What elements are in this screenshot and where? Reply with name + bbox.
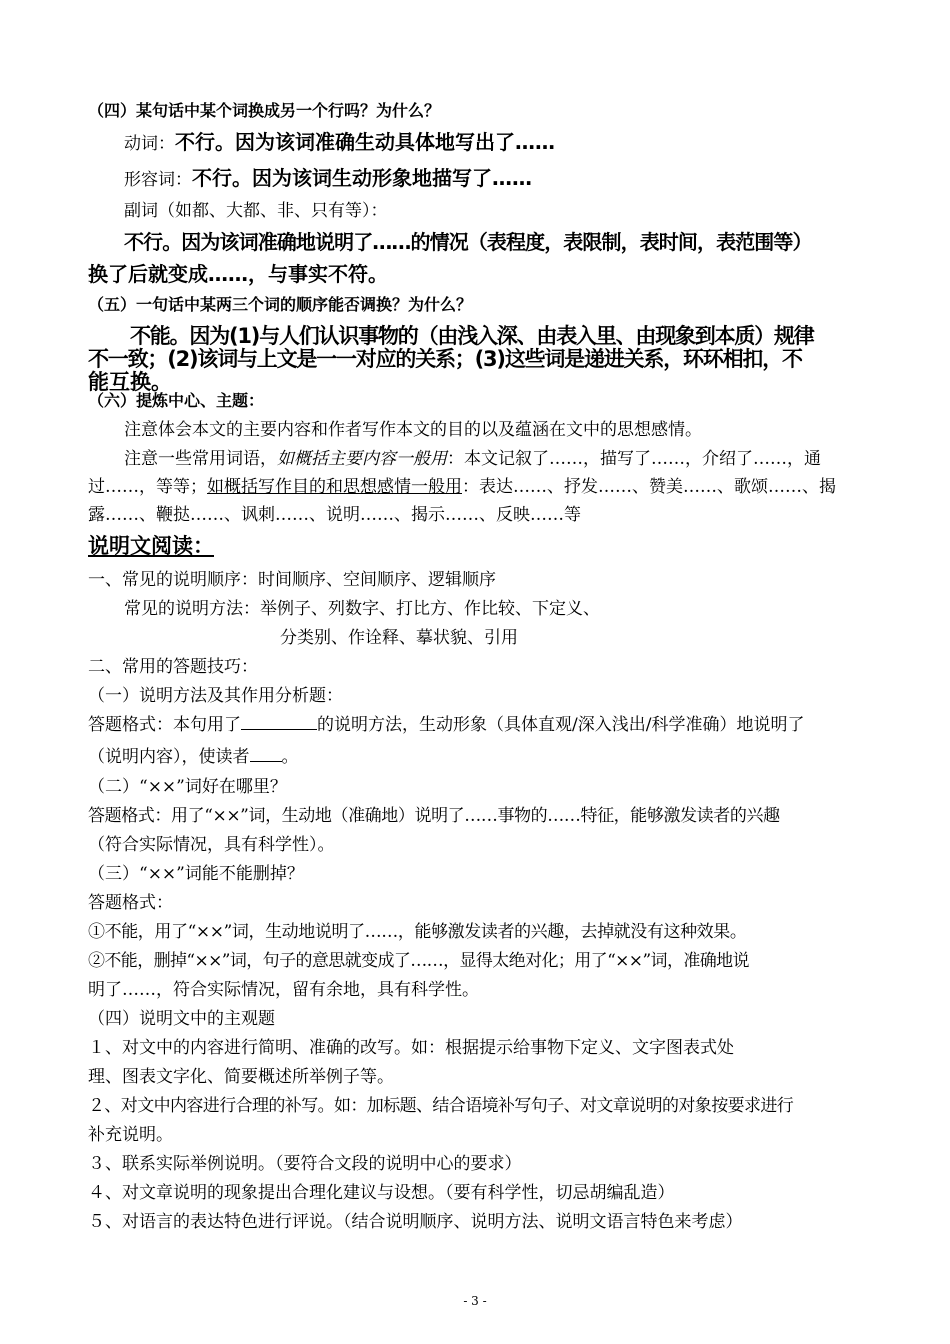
item-4: ４、对文章说明的现象提出合理化建议与设想。（要有科学性，切忌胡编乱造）	[88, 1183, 675, 1203]
question-3-answer-b-line1: ②不能，删掉“××”词，句子的意思就变成了……，显得太绝对化；用了“××”词，准确地说	[88, 951, 749, 971]
para2-text-d: 过……，等等；	[88, 477, 207, 497]
item-3: ３、联系实际举例说明。（要符合文段的说明中心的要求）	[88, 1154, 522, 1174]
para2-text-c: ：本文记叙了……，描写了……，介绍了……，通	[447, 449, 821, 469]
adjective-answer	[124, 162, 532, 191]
question-1-format-line2	[88, 742, 299, 767]
section-5-line1: 不能。因为(1)与人们认识事物的（由浅入深、由表入里、由现象到本质）规律	[130, 324, 814, 348]
adverb-text-line2: 换了后就变成……，与事实不符。	[88, 262, 388, 286]
section-6-para2-line3: 露……、鞭挞……、讽刺……、说明……、揭示……、反映……等	[88, 505, 581, 525]
question-3-heading: （三）“××”词能不能删掉？	[88, 864, 304, 884]
verb-label: 动词：	[124, 134, 175, 154]
verb-answer	[124, 126, 555, 155]
question-4-heading: （四）说明文中的主观题	[88, 1009, 275, 1029]
item-2-line1: ２、对文中内容进行合理的补写。如：加标题、结合语境补写句子、对文章说明的对象按要求进行	[88, 1096, 794, 1116]
q1-format-c: （说明内容），使读者	[88, 747, 250, 767]
question-2-heading: （二）“××”词好在哪里？	[88, 777, 287, 797]
item-2-line2: 补充说明。	[88, 1125, 173, 1145]
question-3-answer-b-line2: 明了……，符合实际情况，留有余地，具有科学性。	[88, 980, 479, 1000]
expository-title: 说明文阅读：	[88, 534, 214, 558]
question-3-answer-a: ①不能，用了“××”词，生动地说明了……，能够激发读者的兴趣，去掉就没有这种效果。	[88, 922, 747, 942]
section-5-heading: （五）一句话中某两三个词的顺序能否调换？为什么？	[88, 295, 473, 314]
question-2-format-line2: （符合实际情况，具有科学性）。	[88, 835, 335, 855]
section-6-heading: （六）提炼中心、主题：	[88, 391, 265, 410]
verb-text: 不行。因为该词准确生动具体地写出了……	[175, 130, 555, 154]
question-2-format-line1: 答题格式：用了“××”词，生动地（准确地）说明了……事物的……特征，能够激发读者的兴趣	[88, 806, 780, 826]
question-1-heading: （一）说明方法及其作用分析题：	[88, 686, 343, 706]
section-4-heading: （四）某句话中某个词换成另一个行吗？为什么？	[88, 101, 441, 120]
page-number: - 3 -	[463, 1294, 487, 1308]
explain-method-line2: 分类别、作诠释、摹状貌、引用	[280, 628, 518, 648]
adjective-label: 形容词：	[124, 170, 192, 190]
q1-format-b: 的说明方法，生动形象（具体直观/深入浅出/科学准确）地说明了	[317, 715, 805, 735]
question-3-format: 答题格式：	[88, 893, 173, 913]
answer-skills-heading: 二、常用的答题技巧：	[88, 657, 258, 677]
adjective-text: 不行。因为该词生动形象地描写了……	[192, 166, 532, 190]
adverb-label: 副词（如都、大都、非、只有等）：	[124, 201, 388, 221]
para2-text-b: 如概括主要内容一般用	[277, 449, 447, 469]
question-1-format-line1	[88, 710, 804, 735]
q1-format-a: 答题格式：本句用了	[88, 715, 241, 735]
section-6-para1: 注意体会本文的主要内容和作者写作本文的目的以及蕴涵在文中的思想感情。	[124, 420, 702, 440]
section-6-para2-line1	[124, 444, 821, 469]
q1-format-d: 。	[281, 747, 299, 767]
para2-text-f: ：表达……、抒发……、赞美……、歌颂……、揭	[462, 477, 836, 497]
explain-order-line: 一、常见的说明顺序：时间顺序、空间顺序、逻辑顺序	[88, 570, 496, 590]
item-5: ５、对语言的表达特色进行评说。（结合说明顺序、说明方法、说明文语言特色来考虑）	[88, 1212, 743, 1232]
item-1-line1: １、对文中的内容进行简明、准确的改写。如：根据提示给事物下定义、文字图表式处	[88, 1038, 734, 1058]
section-5-line3: 能互换。	[88, 370, 172, 394]
item-1-line2: 理、图表文字化、简要概述所举例子等。	[88, 1067, 394, 1087]
section-6-para2-line2	[88, 472, 836, 497]
para2-text-e: 如概括写作目的和思想感情一般用	[207, 477, 462, 497]
explain-method-line1: 常见的说明方法：举例子、列数字、打比方、作比较、下定义、	[124, 599, 600, 619]
adverb-text-line1: 不行。因为该词准确地说明了……的情况（表程度，表限制，表时间，表范围等）	[124, 230, 812, 254]
section-5-line2: 不一致；(2)该词与上文是一一对应的关系；(3)这些词是递进关系，环环相扣，不	[88, 347, 802, 371]
answer-blank	[241, 715, 317, 730]
answer-blank	[250, 747, 282, 762]
para2-text-a: 注意一些常用词语，	[124, 449, 277, 469]
